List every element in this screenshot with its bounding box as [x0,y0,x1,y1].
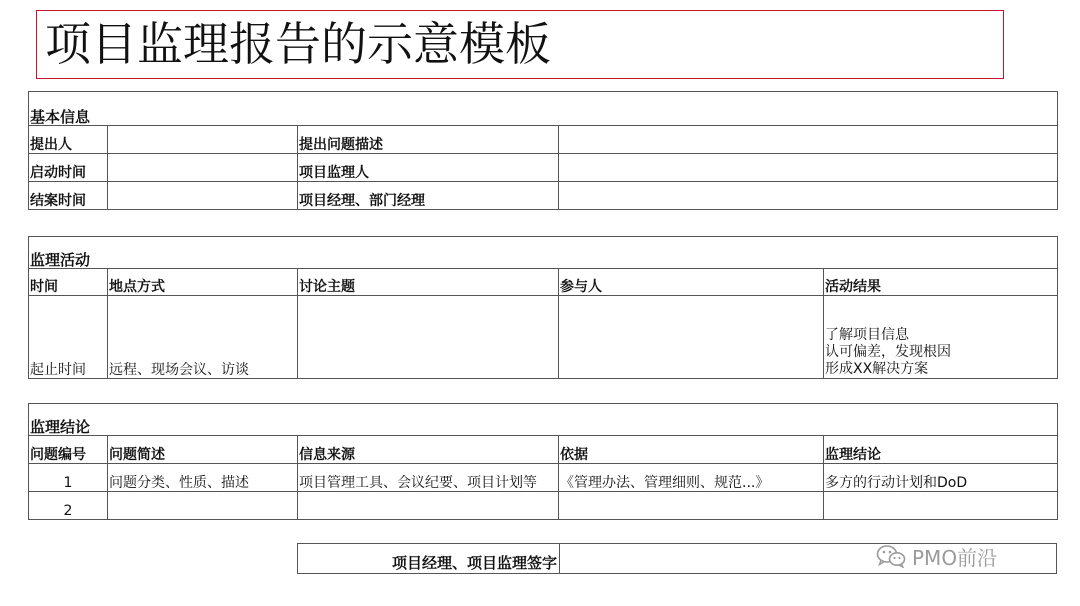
signature-label: 项目经理、项目监理签字 [298,544,560,573]
conclusion-basis-cell: 《管理办法、管理细则、规范...》 [559,464,824,492]
conclusion-source-cell: 项目管理工具、会议纪要、项目计划等 [298,464,559,492]
conclusion-id-cell: 1 [29,464,108,492]
basic-value-cell [108,182,298,210]
activity-result-line: 认可偏差，发现根因 [825,344,951,360]
activity-header-participants: 参与人 [559,269,824,296]
conclusion-header-source: 信息来源 [298,436,559,464]
conclusion-table [28,403,1058,520]
table-row [29,464,1058,492]
conclusion-section-title: 监理结论 [29,404,1058,436]
basic-value-cell [108,126,298,154]
basic-value-cell [108,154,298,182]
activity-result-line: 了解项目信息 [825,327,909,343]
page-title: 项目监理报告的示意模板 [45,17,551,71]
basic-info-table [28,91,1058,210]
activity-result-cell [824,296,1058,379]
conclusion-result-cell [824,492,1058,520]
conclusion-header-id: 问题编号 [29,436,108,464]
table-row [29,492,1058,520]
activity-topic-cell [298,296,559,379]
basic-label-issue-description: 提出问题描述 [298,126,559,154]
activity-place-cell: 远程、现场会议、访谈 [108,296,298,379]
basic-label-start-time: 启动时间 [29,154,108,182]
activity-result-line: 形成XX解决方案 [825,361,929,377]
conclusion-header-basis: 依据 [559,436,824,464]
conclusion-header-conclusion: 监理结论 [824,436,1058,464]
conclusion-source-cell [298,492,559,520]
watermark [876,541,997,571]
activity-header-place: 地点方式 [108,269,298,296]
basic-value-cell [559,154,1058,182]
basic-label-close-time: 结案时间 [29,182,108,210]
conclusion-result-cell: 多方的行动计划和DoD [824,464,1058,492]
basic-label-submitter: 提出人 [29,126,108,154]
basic-value-cell [559,182,1058,210]
watermark-text: PMO前沿 [912,545,998,570]
conclusion-summary-cell: 问题分类、性质、描述 [108,464,298,492]
basic-label-supervisor: 项目监理人 [298,154,559,182]
wechat-icon [876,544,906,568]
activity-participants-cell [559,296,824,379]
conclusion-header-summary: 问题简述 [108,436,298,464]
activity-header-result: 活动结果 [824,269,1058,296]
activity-time-cell: 起止时间 [29,296,108,379]
basic-info-section-title: 基本信息 [29,92,1058,126]
conclusion-basis-cell [559,492,824,520]
activity-header-topic: 讨论主题 [298,269,559,296]
activity-header-time: 时间 [29,269,108,296]
activity-table [28,236,1058,379]
activity-section-title: 监理活动 [29,237,1058,269]
conclusion-summary-cell [108,492,298,520]
basic-value-cell [559,126,1058,154]
basic-label-managers: 项目经理、部门经理 [298,182,559,210]
title-box [36,10,1004,79]
conclusion-id-cell: 2 [29,492,108,520]
